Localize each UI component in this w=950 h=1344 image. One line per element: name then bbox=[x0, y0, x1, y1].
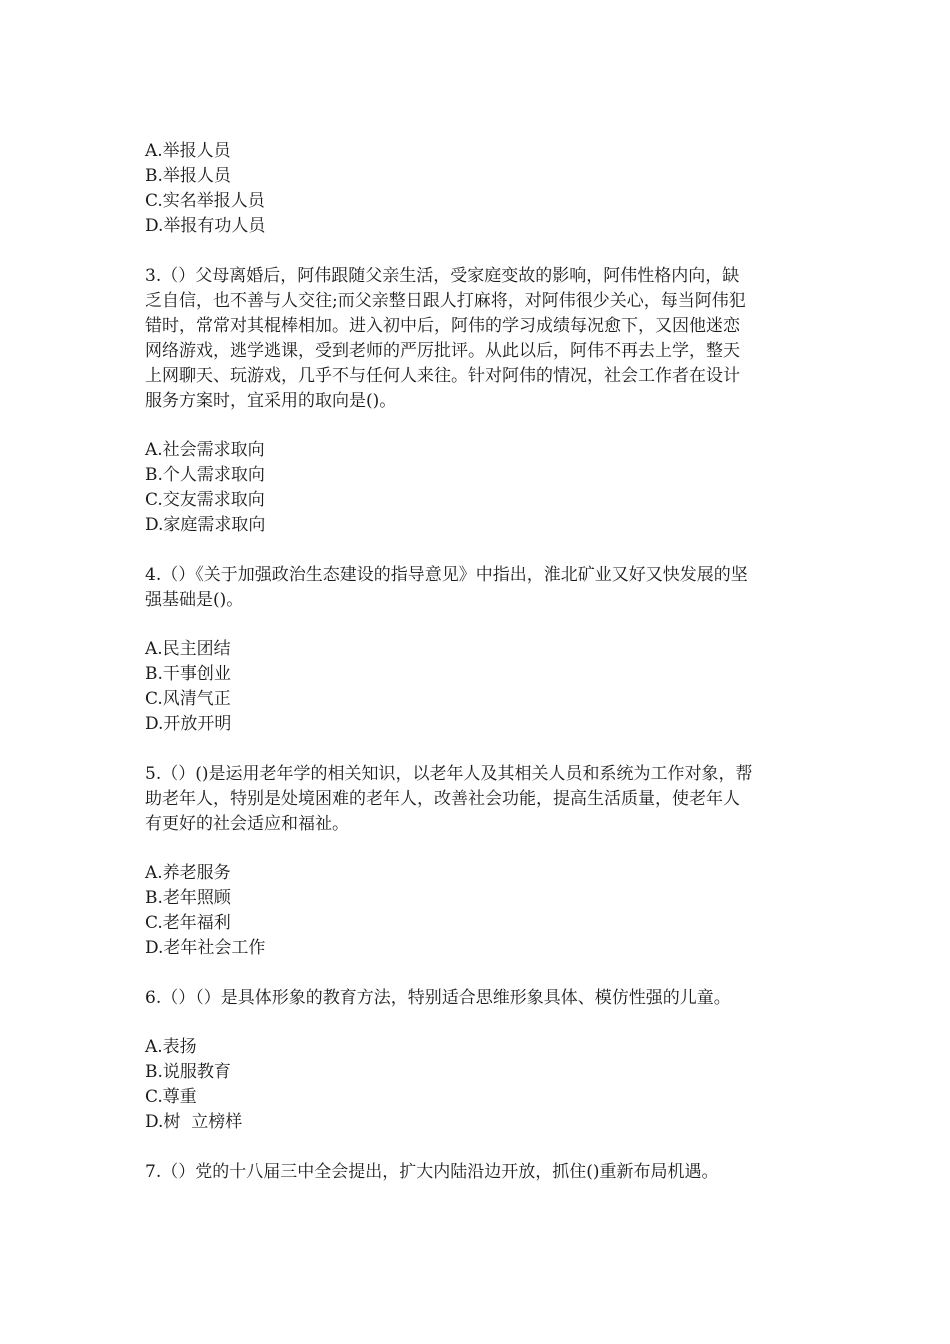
question-3-options bbox=[145, 438, 815, 538]
stem-line: 7.（）党的十八届三中全会提出，扩大内陆沿边开放，抓住()重新布局机遇。 bbox=[145, 1162, 719, 1182]
question-3-stem bbox=[145, 264, 815, 414]
option-c: C.实名举报人员 bbox=[145, 191, 265, 211]
option-b: B.老年照顾 bbox=[145, 888, 231, 908]
option-b: B.说服教育 bbox=[145, 1062, 231, 1082]
option-a: A.举报人员 bbox=[145, 141, 231, 161]
option-b: B.个人需求取向 bbox=[145, 465, 265, 485]
stem-line: 6.（）（）是具体形象的教育方法，特别适合思维形象具体、模仿性强的儿童。 bbox=[145, 988, 731, 1008]
option-d: D.树 立榜样 bbox=[145, 1112, 243, 1132]
option-d: D.老年社会工作 bbox=[145, 938, 266, 958]
question-5-stem bbox=[145, 762, 815, 837]
question-6-stem bbox=[145, 986, 815, 1011]
stem-line: 3.（）父母离婚后，阿伟跟随父亲生活，受家庭变故的影响，阿伟性格内向，缺 bbox=[145, 266, 740, 286]
option-a: A.民主团结 bbox=[145, 639, 231, 659]
stem-line: 有更好的社会适应和福祉。 bbox=[145, 814, 349, 834]
option-b: B.干事创业 bbox=[145, 664, 231, 684]
option-c: C.尊重 bbox=[145, 1087, 197, 1107]
question-7-stem bbox=[145, 1160, 815, 1185]
option-c: C.风清气正 bbox=[145, 689, 231, 709]
option-c: C.交友需求取向 bbox=[145, 490, 265, 510]
stem-line: 网络游戏，逃学逃课，受到老师的严厉批评。从此以后，阿伟不再去上学，整天 bbox=[145, 341, 740, 361]
question-4-stem bbox=[145, 563, 815, 613]
option-c: C.老年福利 bbox=[145, 913, 231, 933]
option-a: A.表扬 bbox=[145, 1037, 197, 1057]
stem-line: 上网聊天、玩游戏，几乎不与任何人来往。针对阿伟的情况，社会工作者在设计 bbox=[145, 366, 740, 386]
question-6-options bbox=[145, 1035, 815, 1135]
stem-line: 助老年人，特别是处境困难的老年人，改善社会功能，提高生活质量，使老年人 bbox=[145, 789, 740, 809]
option-d: D.开放开明 bbox=[145, 714, 232, 734]
question-5-options bbox=[145, 861, 815, 961]
option-a: A.养老服务 bbox=[145, 863, 231, 883]
question-2-options bbox=[145, 139, 815, 239]
option-b: B.举报人员 bbox=[145, 166, 231, 186]
stem-line: 服务方案时，宜采用的取向是()。 bbox=[145, 391, 397, 411]
stem-line: 乏自信，也不善与人交往;而父亲整日跟人打麻将，对阿伟很少关心，每当阿伟犯 bbox=[145, 291, 746, 311]
stem-line: 5.（）()是运用老年学的相关知识，以老年人及其相关人员和系统为工作对象，帮 bbox=[145, 764, 753, 784]
option-d: D.家庭需求取向 bbox=[145, 515, 266, 535]
option-a: A.社会需求取向 bbox=[145, 440, 265, 460]
question-4-options bbox=[145, 637, 815, 737]
stem-line: 4.（）《关于加强政治生态建设的指导意见》中指出，淮北矿业又好又快发展的坚 bbox=[145, 565, 748, 585]
stem-line: 错时，常常对其棍棒相加。进入初中后，阿伟的学习成绩每况愈下，又因他迷恋 bbox=[145, 316, 740, 336]
stem-line: 强基础是()。 bbox=[145, 590, 244, 610]
option-d: D.举报有功人员 bbox=[145, 216, 266, 236]
